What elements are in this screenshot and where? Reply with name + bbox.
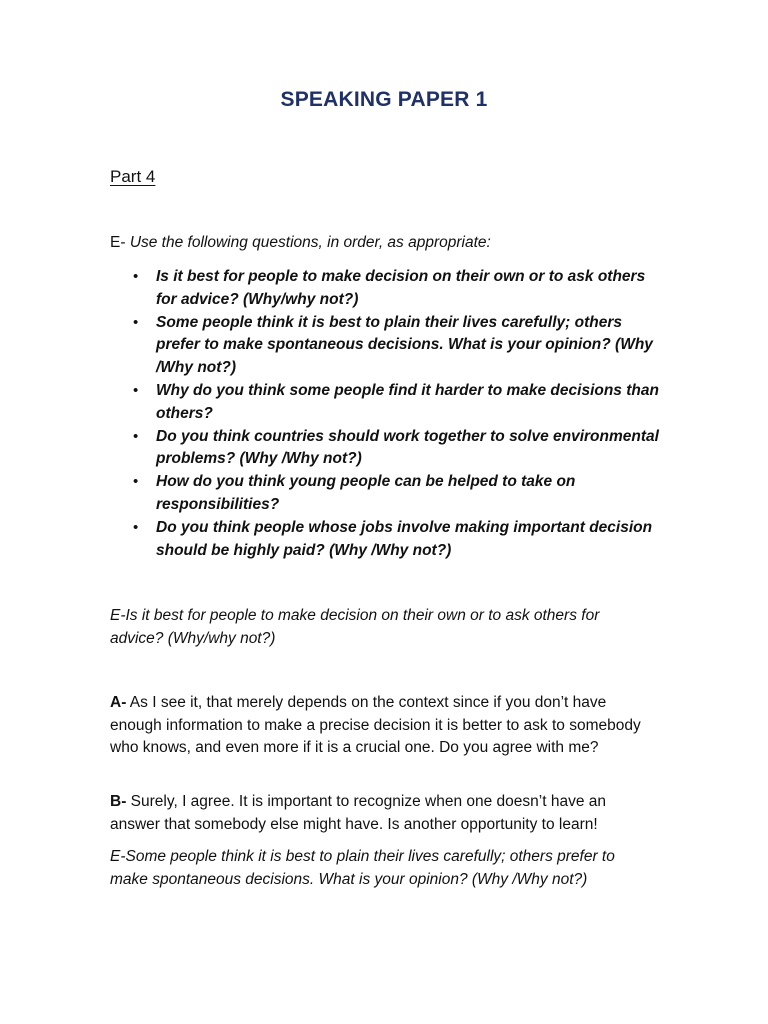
bullet-icon: • — [133, 313, 139, 331]
question-text: How do you think young people can be helped to take on responsibilities? — [156, 473, 576, 513]
instruction-line — [110, 234, 491, 252]
list-item — [110, 312, 670, 380]
question-list — [110, 266, 670, 562]
bullet-icon: • — [133, 473, 139, 491]
list-item — [110, 380, 670, 426]
instruction-prefix: E- — [110, 234, 130, 251]
candidate-b-answer — [110, 791, 655, 836]
instruction-text: Use the following questions, in order, as appropriate: — [129, 234, 491, 251]
speaker-label-b: B- — [110, 793, 127, 810]
candidate-a-answer — [110, 692, 655, 760]
list-item — [110, 426, 670, 472]
section-heading: Part 4 — [110, 167, 156, 186]
answer-text-b: Surely, I agree. It is important to recognize when one doesn’t have an answer that somebody else might have. Is another opportunity to learn! — [110, 793, 606, 833]
bullet-icon: • — [133, 518, 139, 536]
answer-text-a: As I see it, that merely depends on the context since if you don’t have enough information to make a precise decision it is better to ask to somebody who knows, and even more if it is a crucial one. Do you agree with me? — [110, 694, 641, 757]
bullet-icon: • — [133, 381, 139, 399]
bullet-icon: • — [133, 427, 139, 445]
examiner-question-1: E-Is it best for people to make decision on their own or to ask others for advice? (Why/why not?) — [110, 607, 600, 647]
question-text: Do you think countries should work together to solve environmental problems? (Why /Why not?) — [156, 427, 659, 468]
examiner-question-2: E-Some people think it is best to plain their lives carefully; others prefer to make spontaneous decisions. What is your opinion? (Why /Why not?) — [110, 848, 615, 888]
bullet-icon: • — [133, 268, 139, 285]
question-text: Some people think it is best to plain their lives carefully; others prefer to make spontaneous decisions. What is your opinion? (Why /Why not?) — [156, 313, 653, 377]
list-item — [110, 266, 670, 312]
page-title: SPEAKING PAPER 1 — [280, 88, 488, 111]
question-text: Do you think people whose jobs involve making important decision should be highly paid? (Why /Why not?) — [156, 518, 653, 559]
list-item — [110, 517, 670, 563]
question-text: Why do you think some people find it harder to make decisions than others? — [156, 381, 659, 422]
speaker-label-a: A- — [110, 694, 127, 711]
list-item — [110, 471, 670, 517]
question-text: Is it best for people to make decision on their own or to ask others for advice? (Why/why not?) — [156, 268, 646, 308]
